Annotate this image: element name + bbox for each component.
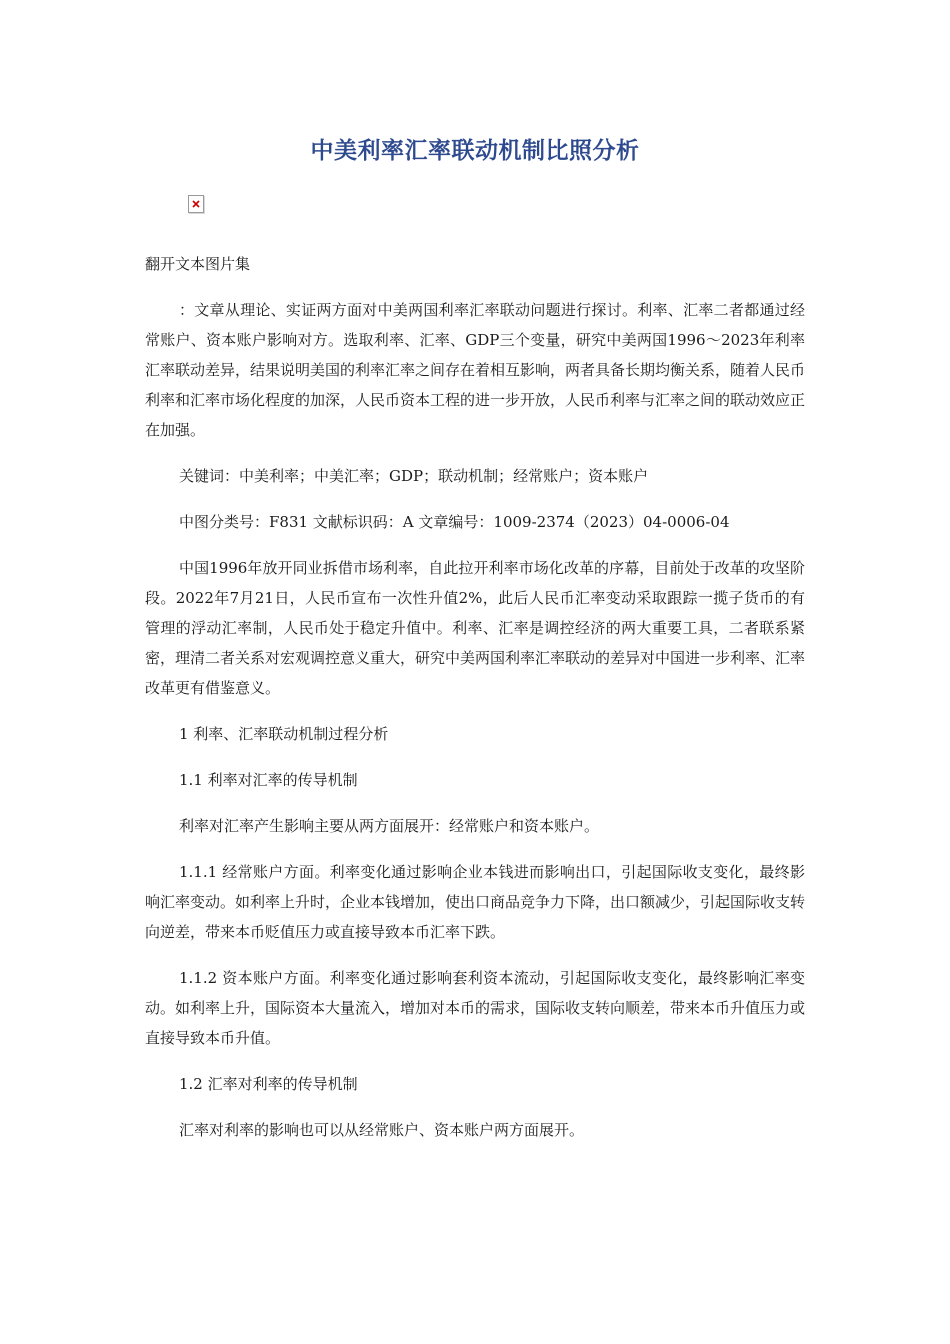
section-heading-1-1: 1.1 利率对汇率的传导机制: [179, 771, 358, 789]
broken-image-icon: [188, 195, 204, 213]
section-1-2-paragraph: 汇率对利率的影响也可以从经常账户、资本账户两方面展开。: [179, 1121, 585, 1139]
section-1-1-paragraph: 利率对汇率产生影响主要从两方面展开：经常账户和资本账户。: [179, 817, 600, 835]
section-1-1-2-paragraph: 1.1.2 资本账户方面。利率变化通过影响套利资本流动，引起国际收支变化，最终影响汇率变动。如利率上升，国际资本大量流入，增加对本币的需求，国际收支转向顺差，带来本币升值压力或直接导致本币升值。: [145, 969, 806, 1047]
document-title: 中美利率汇率联动机制比照分析: [310, 138, 640, 164]
intro-paragraph: 中国1996年放开同业拆借市场利率，自此拉开利率市场化改革的序幕，目前处于改革的攻坚阶段。2022年7月21日，人民币宣布一次性升值2%，此后人民币汇率变动采取跟踪一揽子货币的有管理的浮动汇率制，人民币处于稳定升值中。利率、汇率是调控经济的两大重要工具，二者联系紧密，理清二者关系对宏观调控意义重大，研究中美两国利率汇率联动的差异对中国进一步利率、汇率改革更有借鉴意义。: [145, 559, 806, 697]
section-1-1-1-paragraph: 1.1.1 经常账户方面。利率变化通过影响企业本钱进而影响出口，引起国际收支变化，最终影响汇率变动。如利率上升时，企业本钱增加，使出口商品竞争力下降，出口额减少，引起国际收支转向逆差，带来本币贬值压力或直接导致本币汇率下跌。: [145, 863, 806, 941]
image-collection-label: 翻开文本图片集: [145, 255, 251, 273]
section-heading-1: 1 利率、汇率联动机制过程分析: [179, 725, 389, 743]
close-x-icon: [192, 200, 200, 208]
section-heading-1-2: 1.2 汇率对利率的传导机制: [179, 1075, 358, 1093]
classification-paragraph: 中图分类号：F831 文献标识码：A 文章编号：1009-2374（2023）04-0006-04: [179, 513, 730, 531]
document-body: [145, 249, 805, 1161]
abstract-paragraph: ：文章从理论、实证两方面对中美两国利率汇率联动问题进行探讨。利率、汇率二者都通过经常账户、资本账户影响对方。选取利率、汇率、GDP三个变量，研究中美两国1996～2023年利率汇率联动差异，结果说明美国的利率汇率之间存在着相互影响，两者具备长期均衡关系，随着人民币利率和汇率市场化程度的加深，人民币资本工程的进一步开放，人民币利率与汇率之间的联动效应正在加强。: [145, 301, 806, 439]
keywords-paragraph: 关键词：中美利率；中美汇率；GDP；联动机制；经常账户；资本账户: [179, 467, 649, 485]
